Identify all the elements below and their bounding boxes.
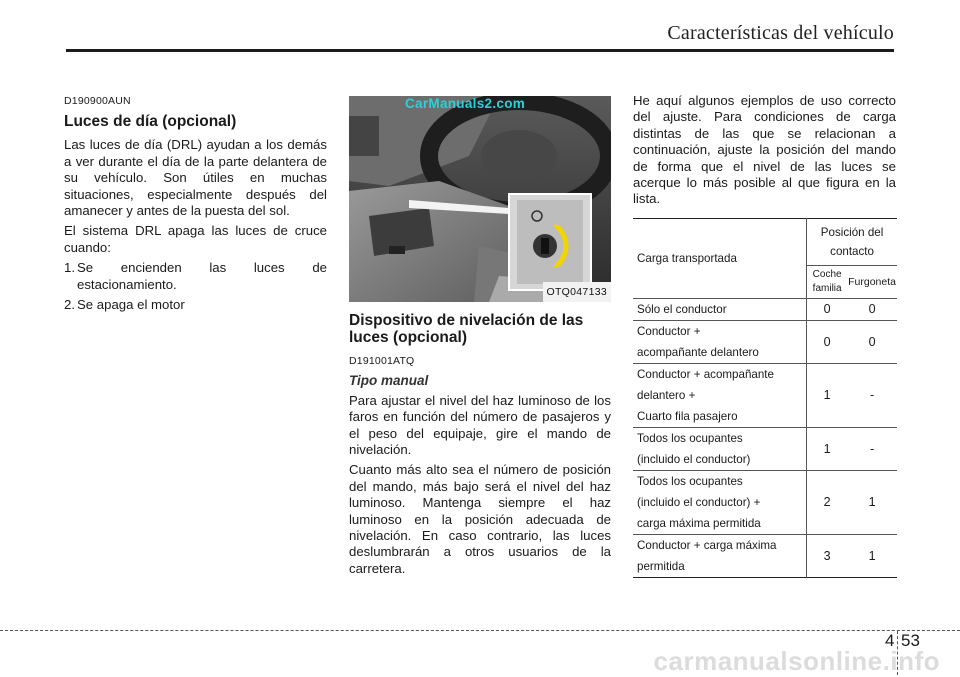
row-load	[633, 321, 807, 364]
list-item	[64, 260, 327, 293]
figure-label: OTQ047133	[543, 282, 612, 302]
section-title: Dispositivo de nivelación de las luces (opcional)	[349, 312, 584, 346]
row-load-line: Conductor + carga máxima	[637, 539, 777, 552]
paragraph: He aquí algunos ejemplos de uso correcto del ajuste. Para condiciones de carga distintas de las que se relacionan a continuación, ajuste la posición del mando de forma que el nivel de las luces se acerque lo más posible al que figura en la lista.	[633, 93, 896, 207]
list-text: Se encienden las luces de estacionamiento.	[77, 260, 327, 292]
figure-watermark: CarManuals2.com	[405, 96, 526, 111]
table-row	[633, 364, 897, 428]
running-header-title: Características del vehículo	[667, 22, 894, 44]
header-position-line1: Posición del	[820, 226, 884, 239]
row-car-value: 1	[807, 428, 848, 471]
column-drl	[64, 93, 327, 317]
footer-rule	[0, 630, 960, 631]
section-code: D191001ATQ	[349, 355, 415, 367]
dashboard-illustration	[349, 96, 611, 302]
condition-list	[64, 260, 327, 313]
row-load-line: Todos los ocupantes	[637, 475, 743, 488]
row-car-value: 3	[807, 535, 848, 578]
column-leveling	[349, 96, 611, 581]
paragraph: El sistema DRL apaga las luces de cruce cuando:	[64, 223, 327, 255]
row-load	[633, 299, 807, 321]
row-load-line: delantero +	[637, 389, 696, 402]
row-load-line: acompañante delantero	[637, 346, 759, 359]
header-load: Carga transportada	[637, 252, 737, 265]
header-family-car-line2: familia	[812, 283, 842, 294]
row-van-value: -	[847, 364, 897, 428]
table-header-row	[633, 219, 897, 266]
table-row	[633, 299, 897, 321]
table-row	[633, 321, 897, 364]
row-car-value: 0	[807, 299, 848, 321]
dashboard-drawing	[349, 96, 611, 302]
header-family-car	[807, 266, 848, 299]
row-load-line: (incluido el conductor)	[637, 453, 751, 466]
section-code: D190900AUN	[64, 95, 131, 107]
row-car-value: 0	[807, 321, 848, 364]
column-examples	[633, 93, 896, 212]
list-item	[64, 297, 327, 313]
row-van-value: 0	[847, 321, 897, 364]
row-van-value: 1	[847, 535, 897, 578]
section-title: Luces de día (opcional)	[64, 113, 237, 131]
row-load-line: Cuarto fila pasajero	[637, 410, 738, 423]
row-load	[633, 428, 807, 471]
row-van-value: -	[847, 428, 897, 471]
row-load-line: Conductor +	[637, 325, 701, 338]
header-rule	[66, 49, 894, 52]
paragraph: Las luces de día (DRL) ayudan a los demás a ver durante el día de la parte delantera de su vehículo. Son útiles en muchas situaciones, especialmente después del amanecer y antes de la puesta del sol.	[64, 137, 327, 219]
row-load-line: carga máxima permitida	[637, 517, 761, 530]
row-van-value: 0	[847, 299, 897, 321]
list-number: 2.	[64, 297, 75, 313]
header-position	[807, 219, 897, 266]
list-text: Se apaga el motor	[77, 297, 185, 313]
row-load-line: Todos los ocupantes	[637, 432, 743, 445]
row-car-value: 1	[807, 364, 848, 428]
load-position-table	[633, 218, 897, 578]
page-number: 53	[901, 631, 920, 650]
row-load	[633, 364, 807, 428]
chapter-number: 4	[885, 631, 895, 650]
paragraph: Para ajustar el nivel del haz luminoso de los faros en función del número de pasajeros y el peso del equipaje, gire el mando de nivelación.	[349, 392, 611, 458]
paragraph: Cuanto más alto sea el número de posición del mando, más bajo será el nivel del haz luminoso. Mantenga siempre el haz luminoso en la posición adecuada de nivelación. En caso contrario, las luces deslumbrarán a otros usuarios de la carretera.	[349, 462, 611, 576]
row-load-line: Conductor + acompañante	[637, 368, 774, 381]
table-row	[633, 428, 897, 471]
row-car-value: 2	[807, 471, 848, 535]
table-row	[633, 535, 897, 578]
footer-watermark: carmanualsonline.info	[653, 646, 940, 676]
row-load	[633, 471, 807, 535]
header-position-line2: contacto	[830, 245, 874, 258]
row-load-line: (incluido el conductor) +	[637, 496, 761, 509]
list-number: 1.	[64, 260, 75, 276]
row-van-value: 1	[847, 471, 897, 535]
row-load-line: permitida	[637, 560, 685, 573]
header-van: Furgoneta	[847, 266, 897, 299]
row-load-line: Sólo el conductor	[637, 303, 727, 316]
header-family-car-line1: Coche	[812, 269, 842, 280]
subsection-title: Tipo manual	[349, 373, 429, 389]
table-row	[633, 471, 897, 535]
row-load	[633, 535, 807, 578]
